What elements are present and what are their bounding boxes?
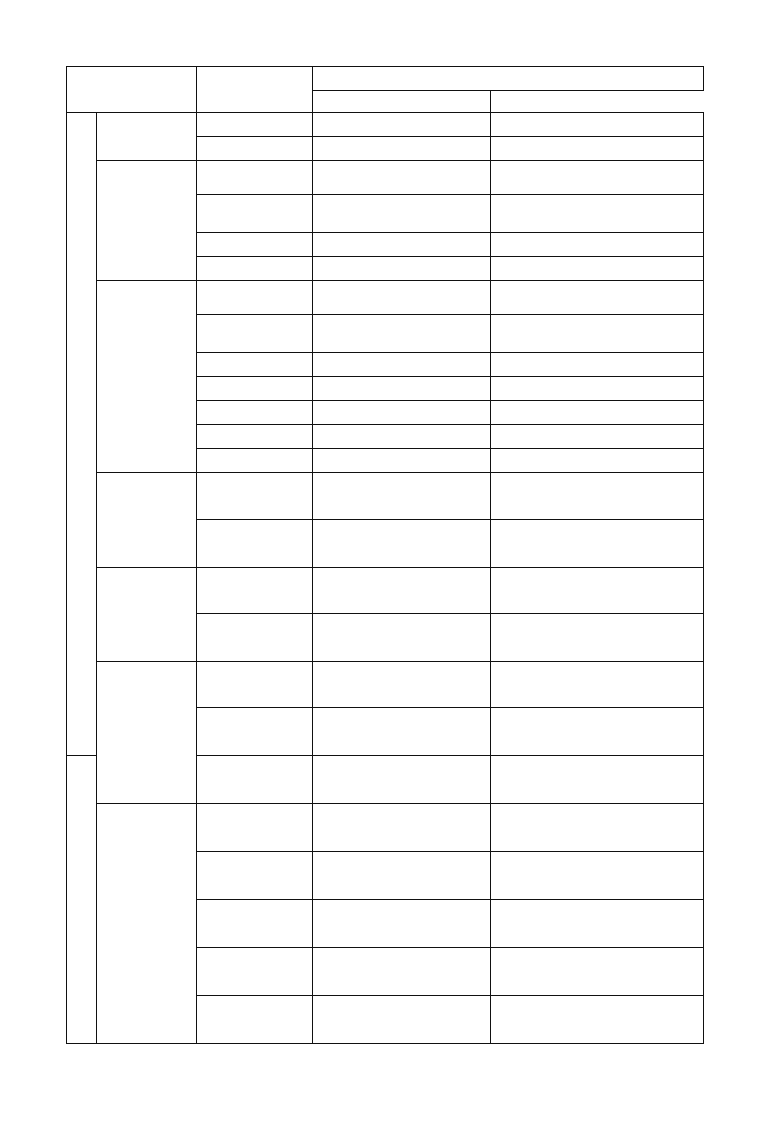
trim-code-cell	[197, 519, 313, 567]
trim-code-cell	[197, 195, 313, 233]
trim-code-cell	[197, 756, 313, 804]
trim-code-cell	[197, 425, 313, 449]
trim-code-cell	[197, 473, 313, 519]
remark-cell	[491, 473, 704, 519]
trim-code-cell	[197, 948, 313, 996]
seat-material-cell	[313, 113, 491, 137]
seat-material-cell	[313, 804, 491, 852]
seat-material-cell	[313, 996, 491, 1044]
remark-cell	[491, 401, 704, 425]
trim-code-cell	[197, 996, 313, 1044]
trim-code-cell	[197, 257, 313, 281]
grade-cell	[97, 281, 197, 473]
trim-code-cell	[197, 137, 313, 161]
grade-cell	[97, 113, 197, 161]
trim-header	[197, 67, 313, 113]
trim-code-cell	[197, 353, 313, 377]
seat-material-header	[313, 91, 491, 113]
trim-code-cell	[197, 233, 313, 257]
trim-code-cell	[197, 613, 313, 661]
remark-cell	[491, 113, 704, 137]
grade-cell	[97, 804, 197, 1044]
grade-cell	[97, 661, 197, 803]
remark-cell	[491, 804, 704, 852]
seat-material-cell	[313, 900, 491, 948]
table-row	[67, 281, 704, 315]
seat-material-cell	[313, 195, 491, 233]
seat-material-cell	[313, 401, 491, 425]
trim-code-cell	[197, 852, 313, 900]
trim-code-cell	[197, 161, 313, 195]
seat-material-cell	[313, 353, 491, 377]
remark-cell	[491, 852, 704, 900]
remark-cell	[491, 425, 704, 449]
remark-cell	[491, 996, 704, 1044]
seat-material-cell	[313, 473, 491, 519]
seat-material-cell	[313, 281, 491, 315]
trim-code-cell	[197, 900, 313, 948]
seat-material-cell	[313, 756, 491, 804]
seat-material-cell	[313, 377, 491, 401]
header-row-1	[67, 67, 704, 91]
grade-header	[67, 67, 197, 113]
trim-code-cell	[197, 315, 313, 353]
trim-code-cell	[197, 113, 313, 137]
table-row	[67, 567, 704, 613]
remark-cell	[491, 377, 704, 401]
seat-material-cell	[313, 425, 491, 449]
remark-cell	[491, 948, 704, 996]
series-cell	[67, 756, 97, 1044]
remark-cell	[491, 281, 704, 315]
seat-material-cell	[313, 852, 491, 900]
trim-code-table	[66, 66, 704, 1044]
table-row	[67, 804, 704, 852]
seat-material-cell	[313, 449, 491, 473]
remark-cell	[491, 161, 704, 195]
trim-code-cell	[197, 377, 313, 401]
remarks-header	[313, 67, 704, 91]
seat-material-cell	[313, 948, 491, 996]
remark-cell	[491, 315, 704, 353]
series-cell	[67, 113, 97, 756]
header-blank	[491, 91, 704, 113]
seat-material-cell	[313, 161, 491, 195]
remark-cell	[491, 661, 704, 707]
remark-cell	[491, 613, 704, 661]
remark-cell	[491, 233, 704, 257]
remark-cell	[491, 137, 704, 161]
seat-material-cell	[313, 315, 491, 353]
seat-material-cell	[313, 708, 491, 756]
remark-cell	[491, 449, 704, 473]
seat-material-cell	[313, 613, 491, 661]
trim-code-cell	[197, 661, 313, 707]
grade-cell	[97, 567, 197, 661]
remark-cell	[491, 257, 704, 281]
trim-code-cell	[197, 449, 313, 473]
table-row	[67, 113, 704, 137]
remark-cell	[491, 195, 704, 233]
grade-cell	[97, 161, 197, 281]
trim-code-cell	[197, 401, 313, 425]
trim-code-cell	[197, 804, 313, 852]
seat-material-cell	[313, 567, 491, 613]
remark-cell	[491, 567, 704, 613]
table-row	[67, 661, 704, 707]
table-row	[67, 473, 704, 519]
remark-cell	[491, 519, 704, 567]
seat-material-cell	[313, 257, 491, 281]
trim-code-cell	[197, 567, 313, 613]
seat-material-cell	[313, 137, 491, 161]
trim-code-cell	[197, 281, 313, 315]
seat-material-cell	[313, 519, 491, 567]
grade-cell	[97, 473, 197, 567]
remark-cell	[491, 708, 704, 756]
seat-material-cell	[313, 661, 491, 707]
remark-cell	[491, 756, 704, 804]
trim-code-cell	[197, 708, 313, 756]
remark-cell	[491, 353, 704, 377]
remark-cell	[491, 900, 704, 948]
seat-material-cell	[313, 233, 491, 257]
table-row	[67, 161, 704, 195]
